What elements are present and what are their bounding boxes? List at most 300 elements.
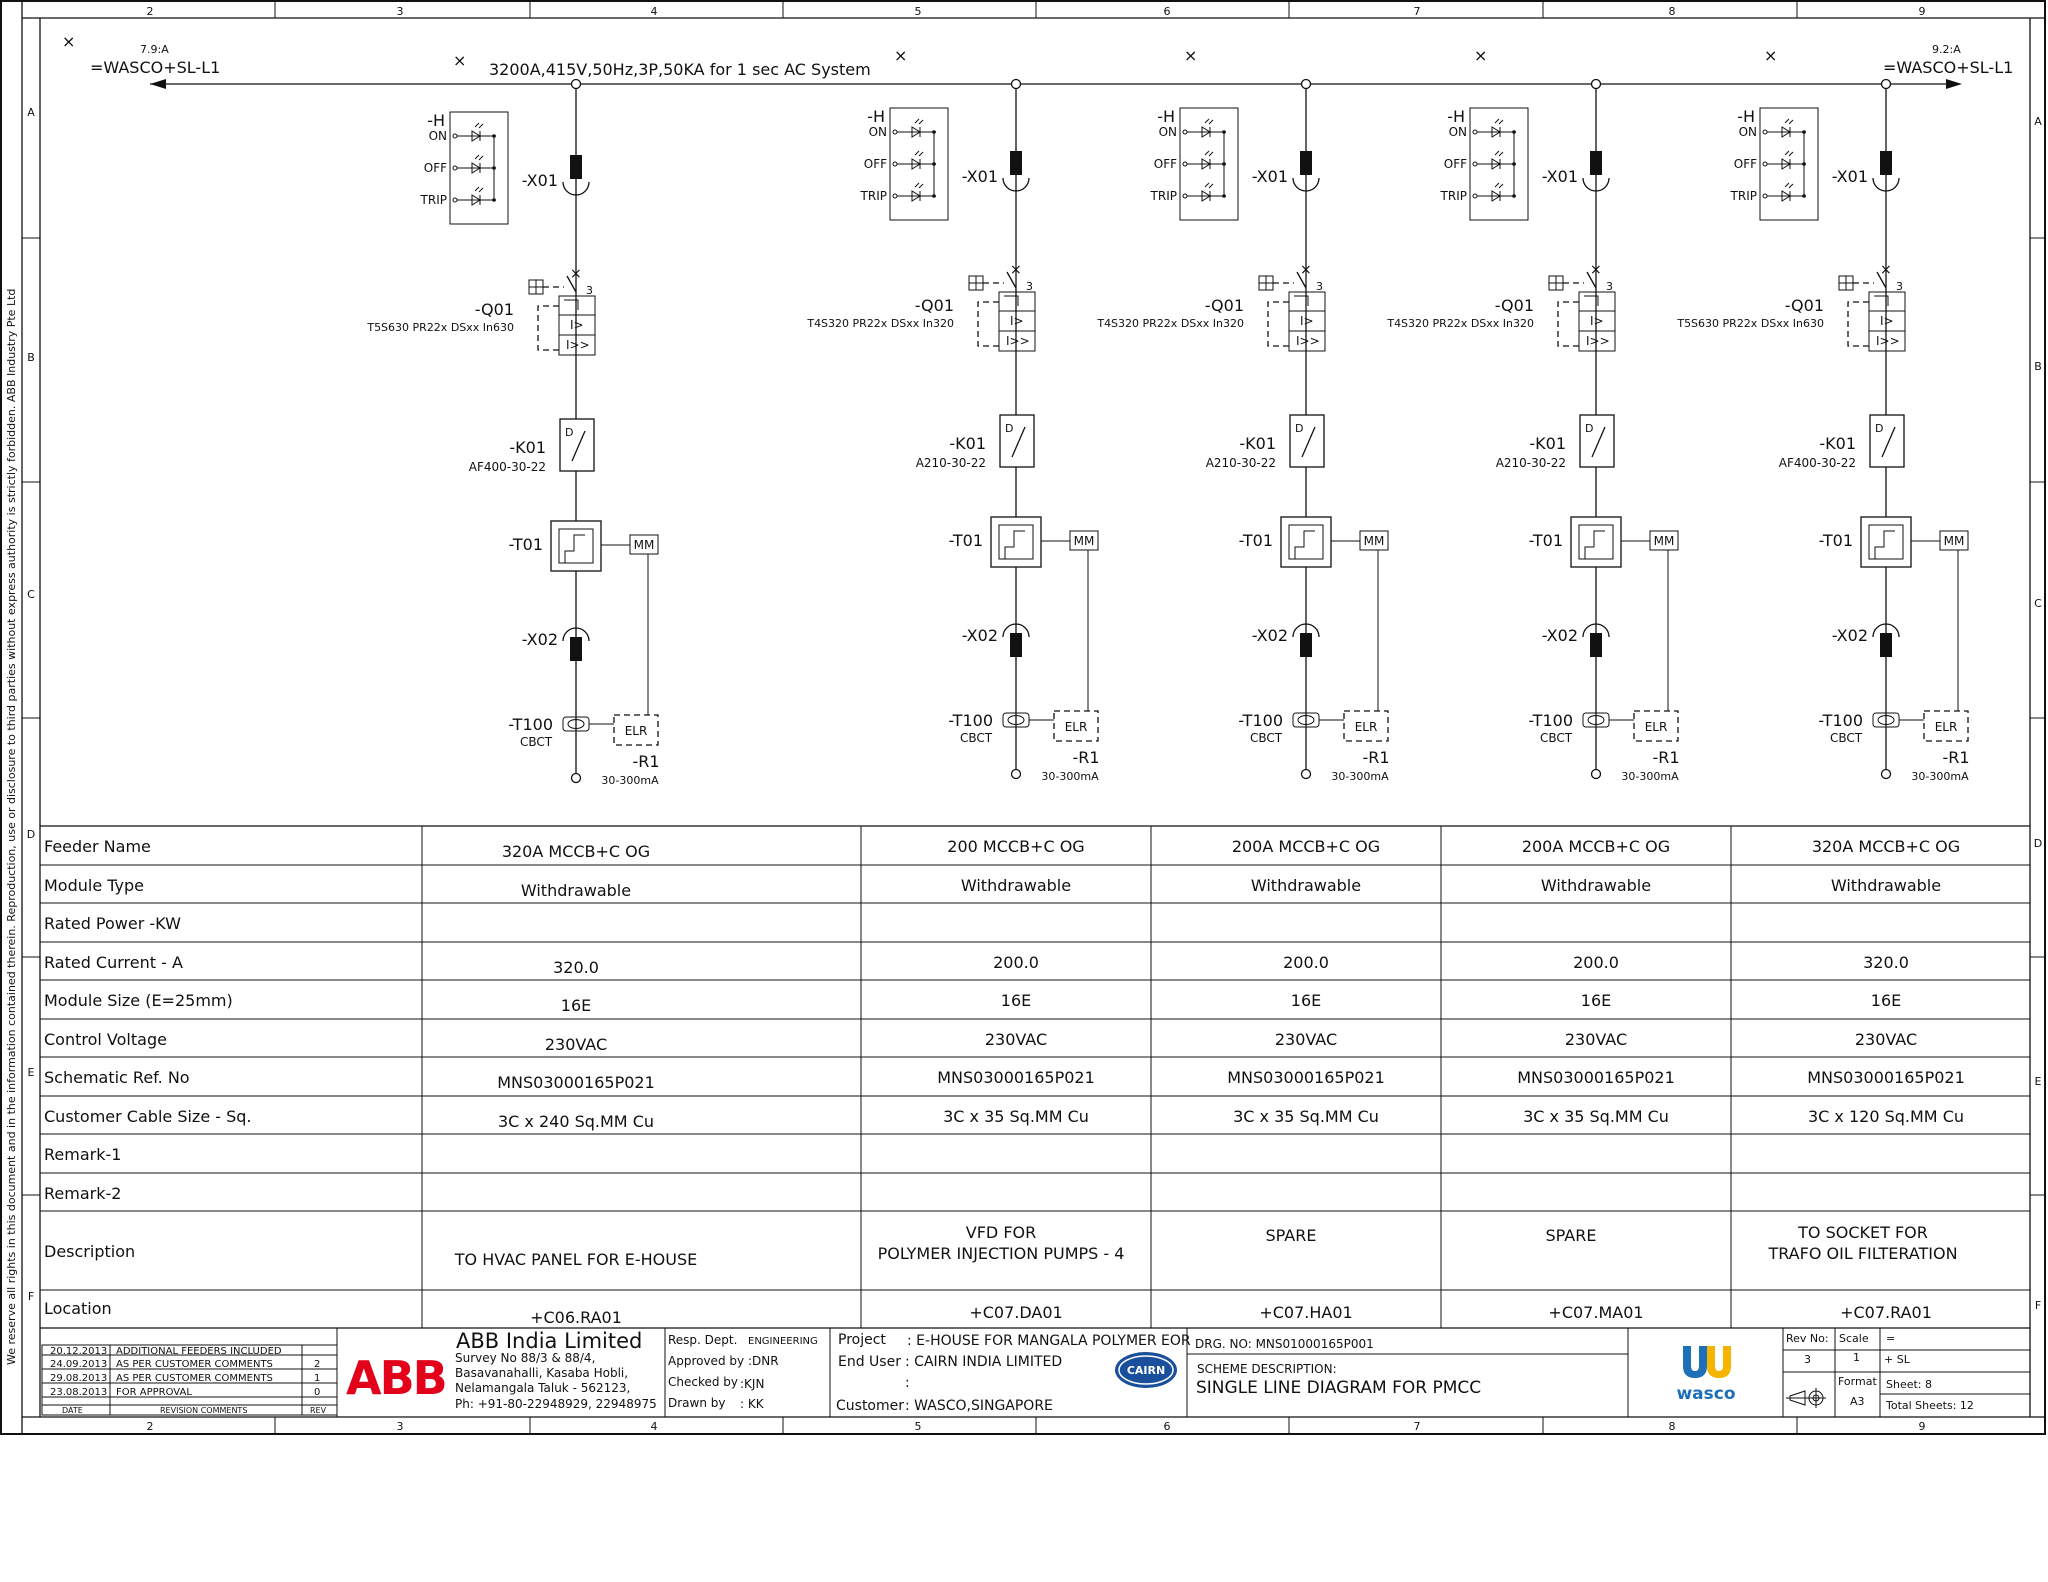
rev-no-value: 3 — [1804, 1353, 1811, 1366]
title-block — [40, 1328, 2030, 1417]
end-terminal — [1592, 770, 1601, 779]
column-number: 5 — [914, 5, 922, 18]
cbct-label: CBCT — [519, 735, 553, 749]
feeder-table-text — [44, 837, 1965, 1327]
table-cell: 3C x 120 Sq.MM Cu — [1807, 1107, 1965, 1126]
row-letter: B — [2034, 360, 2042, 373]
t100-label: -T100 — [508, 715, 553, 734]
rev-date-2: 24.09.2013 — [50, 1359, 108, 1370]
h-label: -H — [1157, 107, 1175, 126]
cbct-label: CBCT — [1539, 731, 1573, 745]
led-ray — [1205, 151, 1209, 155]
contactor-model: A210-30-22 — [1205, 456, 1276, 470]
table-cell: 16E — [1290, 991, 1322, 1010]
customer-value: : WASCO,SINGAPORE — [905, 1398, 1053, 1414]
lamp-terminal — [1473, 162, 1477, 166]
rev-date-3: 29.08.2013 — [50, 1373, 108, 1384]
busbar-junction — [1012, 80, 1021, 89]
breaker-linkage — [1558, 302, 1579, 346]
location-cell: +C07.HA01 — [1259, 1303, 1353, 1322]
table-cell: 200A MCCB+C OG — [1231, 837, 1381, 856]
led-ray — [1499, 152, 1503, 156]
feeder-column — [1096, 80, 1389, 784]
row-letter: D — [2033, 837, 2043, 850]
q01-label: -Q01 — [1204, 296, 1244, 315]
description-cell: SPARE — [1265, 1226, 1317, 1245]
row-letter: E — [2034, 1075, 2042, 1088]
wasco-logo — [1676, 1346, 1735, 1404]
row-label: Schematic Ref. No — [44, 1068, 190, 1087]
x02-label: -X02 — [961, 626, 998, 645]
row-letter: C — [27, 588, 35, 601]
x01-plug — [1010, 151, 1022, 175]
busbar-junction — [1882, 80, 1891, 89]
led-ray — [1495, 183, 1499, 187]
r1-range: 30-300mA — [1331, 770, 1389, 783]
row-letter: F — [2034, 1299, 2042, 1312]
table-cell: Withdrawable — [1250, 876, 1362, 895]
rev-number-4: 0 — [314, 1387, 321, 1398]
table-cell: 200.0 — [1283, 953, 1329, 972]
column-number: 2 — [146, 1420, 154, 1433]
feeder-column — [1386, 80, 1679, 784]
mm-label: MM — [1943, 534, 1965, 548]
checked-by-value: :KJN — [740, 1377, 765, 1391]
off-label: OFF — [1443, 157, 1467, 171]
copyright-side-text: We reserve all rights in this document and in the information contained therein. Reproduction, use or disclosure to third parties without express authority is strictly forbidden. ABB Industry Pte Ltd — [5, 288, 18, 1365]
trip-label: TRIP — [1730, 189, 1757, 203]
contactor-d-label: D — [1295, 422, 1304, 435]
company-address-1: Survey No 88/3 & 88/4, — [455, 1351, 596, 1365]
mm-label: MM — [1363, 534, 1385, 548]
x02-plug — [1010, 633, 1022, 657]
h-label: -H — [1737, 107, 1755, 126]
blank-colon: : — [905, 1375, 910, 1391]
mm-label: MM — [1653, 534, 1675, 548]
lamp-terminal — [1183, 194, 1187, 198]
short-circuit-label: I>> — [566, 338, 590, 352]
table-cell: MNS03000165P021 — [1807, 1068, 1965, 1087]
table-cell: 200A MCCB+C OG — [1521, 837, 1671, 856]
k01-label: -K01 — [1529, 434, 1566, 453]
t100-label: -T100 — [1528, 711, 1573, 730]
equals-sign: = — [1886, 1332, 1896, 1345]
approved-by-label: Approved by — [668, 1354, 745, 1368]
rev-date-4: 23.08.2013 — [50, 1387, 108, 1398]
row-label: Customer Cable Size - Sq. — [44, 1107, 252, 1126]
rev-comment-4: FOR APPROVAL — [116, 1387, 192, 1398]
location-cell: +C07.DA01 — [969, 1303, 1063, 1322]
contactor-d-label: D — [565, 426, 574, 439]
short-circuit-label: I>> — [1296, 334, 1320, 348]
elr-label: ELR — [1064, 720, 1088, 734]
table-cell: 230VAC — [1274, 1030, 1338, 1049]
breaker-linkage — [978, 302, 999, 346]
end-user-value: : CAIRN INDIA LIMITED — [905, 1354, 1063, 1370]
feeder-column — [806, 80, 1099, 784]
lamp-terminal — [893, 130, 897, 134]
table-cell: 3C x 35 Sq.MM Cu — [1523, 1107, 1669, 1126]
led-ray — [1495, 119, 1499, 123]
table-cell: 200.0 — [993, 953, 1039, 972]
table-cell: Withdrawable — [960, 876, 1072, 895]
column-number: 4 — [650, 5, 658, 18]
on-label: ON — [1738, 125, 1757, 139]
table-cell: MNS03000165P021 — [497, 1073, 655, 1092]
led-ray — [479, 124, 483, 128]
end-terminal — [1302, 770, 1311, 779]
x01-label: -X01 — [1251, 167, 1288, 186]
end-user-label: End User — [838, 1354, 901, 1370]
poles-label: 3 — [1316, 280, 1323, 293]
scheme-description-label: SCHEME DESCRIPTION: — [1197, 1362, 1337, 1376]
h-label: -H — [427, 111, 445, 130]
row-letter: C — [2034, 597, 2042, 610]
led-ray — [1789, 152, 1793, 156]
contactor-d-label: D — [1005, 422, 1014, 435]
t01-label: -T01 — [1818, 531, 1853, 550]
led-ray — [915, 183, 919, 187]
contactor-model: AF400-30-22 — [468, 460, 546, 474]
table-cell: 16E — [560, 996, 592, 1015]
column-number: 9 — [1918, 5, 1926, 18]
column-number: 6 — [1163, 5, 1171, 18]
x02-plug — [1300, 633, 1312, 657]
table-cell: 230VAC — [544, 1035, 608, 1054]
busbar-left-label: =WASCO+SL-L1 — [90, 58, 221, 77]
scale-label: Scale — [1839, 1332, 1869, 1345]
column-number: 6 — [1163, 1420, 1171, 1433]
x02-label: -X02 — [1831, 626, 1868, 645]
table-cell: 320.0 — [1863, 953, 1909, 972]
table-cell: 230VAC — [1564, 1030, 1628, 1049]
poles-label: 3 — [1606, 280, 1613, 293]
cairn-logo-text: CAIRN — [1126, 1364, 1166, 1377]
led-ray — [1499, 184, 1503, 188]
row-letter: F — [27, 1290, 35, 1303]
breaker-model: T4S320 PR22x DSxx In320 — [807, 317, 954, 330]
table-cell: MNS03000165P021 — [937, 1068, 1095, 1087]
rev-header-comment: REVISION COMMENTS — [160, 1406, 248, 1415]
contactor-model: AF400-30-22 — [1778, 456, 1856, 470]
lamp-terminal — [893, 194, 897, 198]
lamp-terminal — [453, 166, 457, 170]
r1-label: -R1 — [1362, 748, 1390, 767]
scheme-description: SINGLE LINE DIAGRAM FOR PMCC — [1196, 1378, 1482, 1398]
table-cell: 3C x 35 Sq.MM Cu — [943, 1107, 1089, 1126]
company-phone: Ph: +91-80-22948929, 22948975 — [455, 1397, 657, 1411]
contactor-model: A210-30-22 — [915, 456, 986, 470]
row-label: Rated Power -KW — [44, 914, 181, 933]
t100-label: -T100 — [1238, 711, 1283, 730]
k01-label: -K01 — [1239, 434, 1276, 453]
x02-plug — [1590, 633, 1602, 657]
breaker-model: T5S630 PR22x DSxx In630 — [1677, 317, 1824, 330]
row-label: Module Type — [44, 876, 145, 895]
mm-label: MM — [633, 538, 655, 552]
project-label: Project — [838, 1332, 886, 1348]
x01-label: -X01 — [961, 167, 998, 186]
overload-label: I> — [1880, 314, 1894, 328]
r1-label: -R1 — [1942, 748, 1970, 767]
x02-label: -X02 — [1541, 626, 1578, 645]
company-address-2: Basavanahalli, Kasaba Hobli, — [455, 1366, 629, 1380]
led-ray — [1785, 119, 1789, 123]
breaker-cross-icon: × — [1590, 262, 1602, 278]
approved-by-value: :DNR — [748, 1354, 779, 1368]
x02-label: -X02 — [1251, 626, 1288, 645]
lamp-terminal — [1763, 194, 1767, 198]
table-cell: Withdrawable — [1830, 876, 1942, 895]
led-ray — [1209, 120, 1213, 124]
busbar-rating: 3200A,415V,50Hz,3P,50KA for 1 sec AC System — [489, 60, 871, 79]
lamp-terminal — [1473, 130, 1477, 134]
elr-label: ELR — [624, 724, 648, 738]
column-number: 8 — [1668, 5, 1676, 18]
table-cell: 320A MCCB+C OG — [501, 842, 651, 861]
cross-mark-icon: × — [62, 32, 76, 51]
end-terminal — [1012, 770, 1021, 779]
led-ray — [919, 184, 923, 188]
row-letter: B — [27, 351, 35, 364]
t100-label: -T100 — [1818, 711, 1863, 730]
elr-label: ELR — [1934, 720, 1958, 734]
led-ray — [1785, 183, 1789, 187]
description-cell: VFD FOR — [965, 1223, 1037, 1242]
total-sheets: Total Sheets: 12 — [1886, 1399, 1974, 1412]
location-code: + SL — [1884, 1353, 1910, 1366]
location-cell: +C06.RA01 — [530, 1308, 622, 1327]
description-cell: TO HVAC PANEL FOR E-HOUSE — [454, 1250, 698, 1269]
contactor-d-label: D — [1585, 422, 1594, 435]
r1-range: 30-300mA — [1041, 770, 1099, 783]
format-label: Format — [1838, 1375, 1877, 1388]
breaker-model: T5S630 PR22x DSxx In630 — [367, 321, 514, 334]
x01-plug — [1590, 151, 1602, 175]
led-ray — [1499, 120, 1503, 124]
lamp-terminal — [1183, 130, 1187, 134]
led-ray — [479, 188, 483, 192]
t01-label: -T01 — [508, 535, 543, 554]
trip-label: TRIP — [1440, 189, 1467, 203]
main-busbar — [62, 32, 2013, 89]
cross-mark-icon: × — [453, 51, 467, 70]
breaker-linkage — [1848, 302, 1869, 346]
project-value: : E-HOUSE FOR MANGALA POLYMER EOR — [907, 1333, 1191, 1349]
row-letters — [22, 106, 2045, 1312]
rev-comment-3: AS PER CUSTOMER COMMENTS — [116, 1373, 273, 1384]
column-number: 5 — [914, 1420, 922, 1433]
mm-label: MM — [1073, 534, 1095, 548]
cbct-label: CBCT — [1249, 731, 1283, 745]
poles-label: 3 — [1896, 280, 1903, 293]
table-cell: MNS03000165P021 — [1517, 1068, 1675, 1087]
r1-range: 30-300mA — [601, 774, 659, 787]
company-name: ABB India Limited — [456, 1329, 643, 1353]
rev-number-3: 1 — [314, 1373, 321, 1384]
short-circuit-label: I>> — [1586, 334, 1610, 348]
checked-by-label: Checked by — [668, 1375, 739, 1389]
column-number: 7 — [1413, 5, 1421, 18]
led-ray — [1209, 184, 1213, 188]
resp-dept-value: ENGINEERING — [748, 1336, 818, 1347]
breaker-cross-icon: × — [1300, 262, 1312, 278]
row-letter: A — [2034, 115, 2042, 128]
feeder-column — [366, 80, 659, 788]
led-ray — [475, 123, 479, 127]
customer-label: Customer — [836, 1398, 905, 1414]
k01-label: -K01 — [949, 434, 986, 453]
overload-label: I> — [1300, 314, 1314, 328]
x01-plug — [570, 155, 582, 179]
r1-label: -R1 — [1652, 748, 1680, 767]
rev-header-rev: REV — [310, 1406, 327, 1415]
rev-header-date: DATE — [62, 1406, 83, 1415]
q01-label: -Q01 — [474, 300, 514, 319]
led-ray — [919, 120, 923, 124]
overload-label: I> — [1010, 314, 1024, 328]
q01-label: -Q01 — [1494, 296, 1534, 315]
r1-range: 30-300mA — [1621, 770, 1679, 783]
rev-no-label: Rev No: — [1786, 1332, 1829, 1345]
x01-label: -X01 — [1541, 167, 1578, 186]
busbar-junction — [1302, 80, 1311, 89]
poles-label: 3 — [586, 284, 593, 297]
row-label: Location — [44, 1299, 112, 1318]
column-numbers-top — [147, 1, 1926, 18]
table-cell: 3C x 35 Sq.MM Cu — [1233, 1107, 1379, 1126]
feeder-column — [1676, 80, 1969, 784]
led-ray — [1495, 151, 1499, 155]
on-label: ON — [1158, 125, 1177, 139]
x01-plug — [1880, 151, 1892, 175]
row-letter: A — [27, 106, 35, 119]
row-label: Description — [44, 1242, 136, 1261]
cairn-logo — [1115, 1352, 1177, 1388]
cross-mark-icon: × — [1184, 46, 1198, 65]
lamp-terminal — [893, 162, 897, 166]
led-ray — [1205, 183, 1209, 187]
table-cell: 230VAC — [984, 1030, 1048, 1049]
x02-plug — [1880, 633, 1892, 657]
rev-date-1: 20.12.2013 — [50, 1346, 108, 1357]
description-cell: TRAFO OIL FILTERATION — [1768, 1244, 1958, 1263]
breaker-cross-icon: × — [570, 266, 582, 282]
x02-plug — [570, 637, 582, 661]
drawing-number: DRG. NO: MNS01000165P001 — [1195, 1337, 1374, 1351]
rev-comment-2: AS PER CUSTOMER COMMENTS — [116, 1359, 273, 1370]
breaker-linkage — [1268, 302, 1289, 346]
lamp-terminal — [453, 134, 457, 138]
h-label: -H — [867, 107, 885, 126]
on-label: ON — [428, 129, 447, 143]
row-letter: D — [26, 828, 36, 841]
row-label: Feeder Name — [44, 837, 151, 856]
lamp-terminal — [453, 198, 457, 202]
led-ray — [1205, 119, 1209, 123]
row-label: Control Voltage — [44, 1030, 167, 1049]
busbar-right-label: =WASCO+SL-L1 — [1883, 58, 2014, 77]
drawn-by-label: Drawn by — [668, 1396, 726, 1410]
led-ray — [919, 152, 923, 156]
table-cell: 16E — [1580, 991, 1612, 1010]
end-terminal — [1882, 770, 1891, 779]
off-label: OFF — [1153, 157, 1177, 171]
table-cell: 16E — [1870, 991, 1902, 1010]
led-ray — [915, 119, 919, 123]
resp-dept-label: Resp. Dept. — [668, 1333, 738, 1347]
rev-number-2: 2 — [314, 1359, 321, 1370]
x01-label: -X01 — [521, 171, 558, 190]
q01-label: -Q01 — [1784, 296, 1824, 315]
x01-label: -X01 — [1831, 167, 1868, 186]
q01-label: -Q01 — [914, 296, 954, 315]
contactor-d-label: D — [1875, 422, 1884, 435]
t100-label: -T100 — [948, 711, 993, 730]
table-cell: 3C x 240 Sq.MM Cu — [497, 1112, 655, 1131]
table-cell: 320.0 — [553, 958, 599, 977]
breaker-model: T4S320 PR22x DSxx In320 — [1097, 317, 1244, 330]
column-number: 2 — [146, 5, 154, 18]
led-ray — [475, 187, 479, 191]
row-label: Remark-1 — [44, 1145, 122, 1164]
lamp-terminal — [1473, 194, 1477, 198]
end-terminal — [572, 774, 581, 783]
column-numbers-bottom — [147, 1417, 1926, 1434]
on-label: ON — [1448, 125, 1467, 139]
company-address-3: Nelamangala Taluk - 562123, — [455, 1381, 631, 1395]
lamp-terminal — [1763, 130, 1767, 134]
cross-mark-icon: × — [1764, 46, 1778, 65]
poles-label: 3 — [1026, 280, 1033, 293]
table-cell: 200 MCCB+C OG — [947, 837, 1085, 856]
projection-symbol-icon — [1786, 1388, 1826, 1408]
busbar-junction — [1592, 80, 1601, 89]
wasco-logo-text: wasco — [1676, 1384, 1736, 1404]
led-ray — [915, 151, 919, 155]
off-label: OFF — [423, 161, 447, 175]
led-ray — [1789, 120, 1793, 124]
table-cell: Withdrawable — [1540, 876, 1652, 895]
drawn-by-value: : KK — [740, 1397, 764, 1411]
rev-comment-1: ADDITIONAL FEEDERS INCLUDED — [116, 1346, 282, 1357]
x01-plug — [1300, 151, 1312, 175]
table-cell: Withdrawable — [520, 881, 632, 900]
row-letter: E — [27, 1066, 35, 1079]
r1-label: -R1 — [1072, 748, 1100, 767]
off-label: OFF — [1733, 157, 1757, 171]
cbct-label: CBCT — [959, 731, 993, 745]
k01-label: -K01 — [509, 438, 546, 457]
t01-label: -T01 — [948, 531, 983, 550]
elr-label: ELR — [1644, 720, 1668, 734]
trip-label: TRIP — [1150, 189, 1177, 203]
column-number: 3 — [396, 1420, 404, 1433]
busbar-junction — [572, 80, 581, 89]
cross-mark-icon: × — [1474, 46, 1488, 65]
table-cell: MNS03000165P021 — [1227, 1068, 1385, 1087]
t01-label: -T01 — [1238, 531, 1273, 550]
short-circuit-label: I>> — [1006, 334, 1030, 348]
table-cell: 200.0 — [1573, 953, 1619, 972]
breaker-cross-icon: × — [1880, 262, 1892, 278]
sheet-number: Sheet: 8 — [1886, 1378, 1933, 1391]
led-ray — [475, 155, 479, 159]
breaker-cross-icon: × — [1010, 262, 1022, 278]
breaker-model: T4S320 PR22x DSxx In320 — [1387, 317, 1534, 330]
led-ray — [1789, 184, 1793, 188]
table-cell: 16E — [1000, 991, 1032, 1010]
